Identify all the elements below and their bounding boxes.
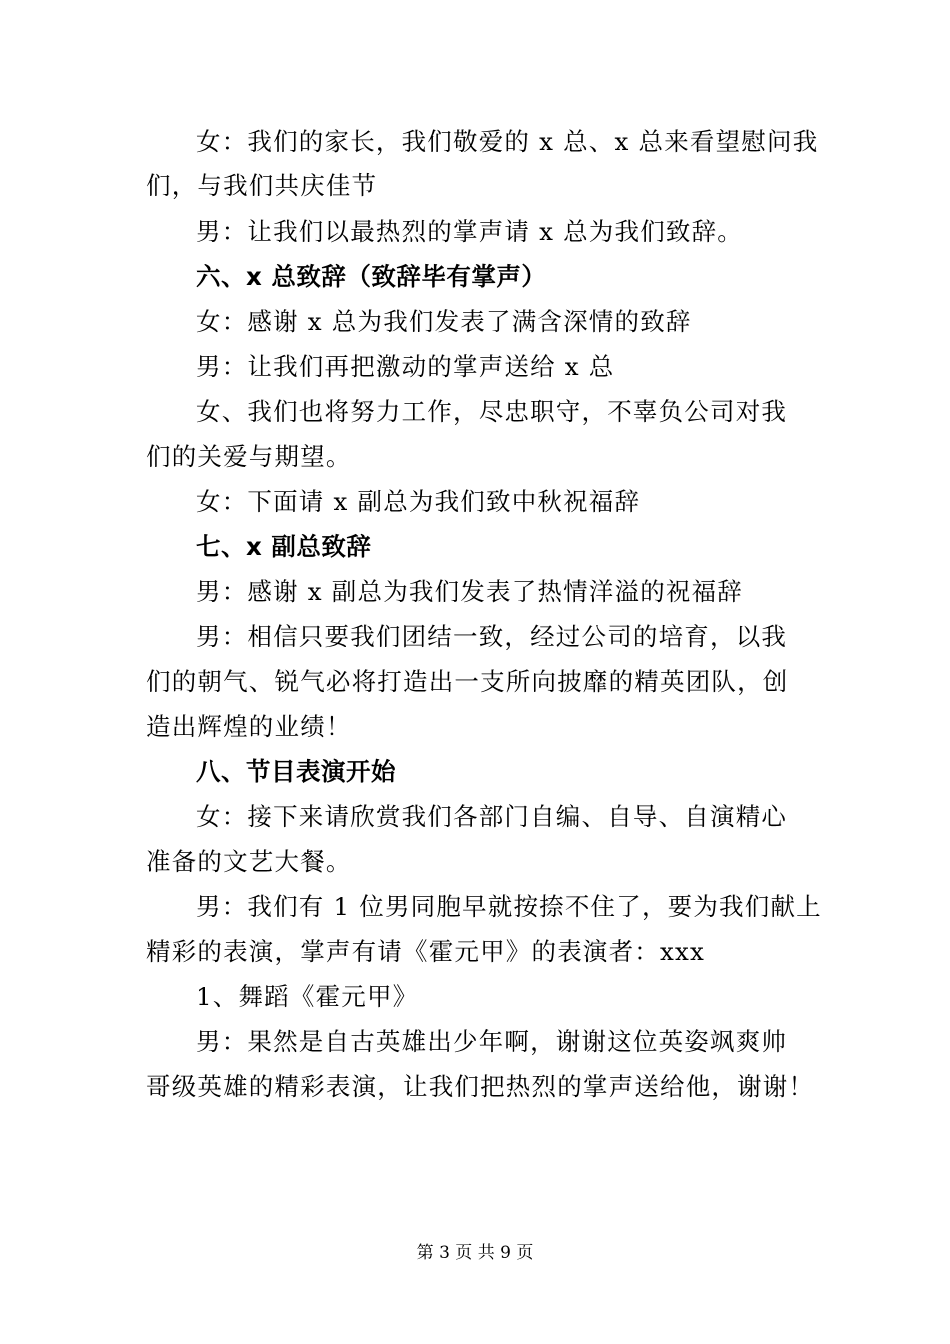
paragraph-line: 男：果然是自古英雄出少年啊，谢谢这位英姿飒爽帅 (196, 1027, 788, 1056)
paragraph-line: 准备的文艺大餐。 (146, 847, 352, 876)
paragraph-line: 哥级英雄的精彩表演，让我们把热烈的掌声送给他，谢谢！ (146, 1072, 815, 1101)
page-number-footer: 第 3 页 共 9 页 (416, 1243, 534, 1263)
paragraph-line: 女、我们也将努力工作，尽忠职守，不辜负公司对我 (196, 397, 788, 426)
paragraph-line: 造出辉煌的业绩！ (146, 712, 352, 741)
section-heading: 七、x 副总致辞 (196, 532, 372, 561)
section-heading: 六、x 总致辞（致辞毕有掌声） (196, 262, 547, 291)
paragraph-line: 男：感谢 x 副总为我们发表了热情洋溢的祝福辞 (196, 577, 743, 606)
list-item: 1、舞蹈《霍元甲》 (196, 982, 419, 1011)
paragraph-line: 男：相信只要我们团结一致，经过公司的培育，以我 (196, 622, 788, 651)
paragraph-line: 精彩的表演，掌声有请《霍元甲》的表演者：xxx (146, 937, 706, 966)
paragraph-line: 女：感谢 x 总为我们发表了满含深情的致辞 (196, 307, 692, 336)
paragraph-line: 男：让我们以最热烈的掌声请 x 总为我们致辞。 (196, 217, 743, 246)
section-heading: 八、节目表演开始 (196, 757, 396, 786)
paragraph-line: 男：让我们再把激动的掌声送给 x 总 (196, 352, 615, 381)
paragraph-line: 男：我们有 1 位男同胞早就按捺不住了，要为我们献上 (196, 892, 822, 921)
paragraph-line: 们，与我们共庆佳节 (146, 171, 378, 200)
paragraph-line: 女：接下来请欣赏我们各部门自编、自导、自演精心 (196, 802, 788, 831)
paragraph-line: 女：下面请 x 副总为我们致中秋祝福辞 (196, 487, 641, 516)
paragraph-line: 们的关爱与期望。 (146, 442, 352, 471)
paragraph-line: 女：我们的家长，我们敬爱的 x 总、x 总来看望慰问我 (196, 127, 819, 156)
paragraph-line: 们的朝气、锐气必将打造出一支所向披靡的精英团队，创 (146, 667, 789, 696)
